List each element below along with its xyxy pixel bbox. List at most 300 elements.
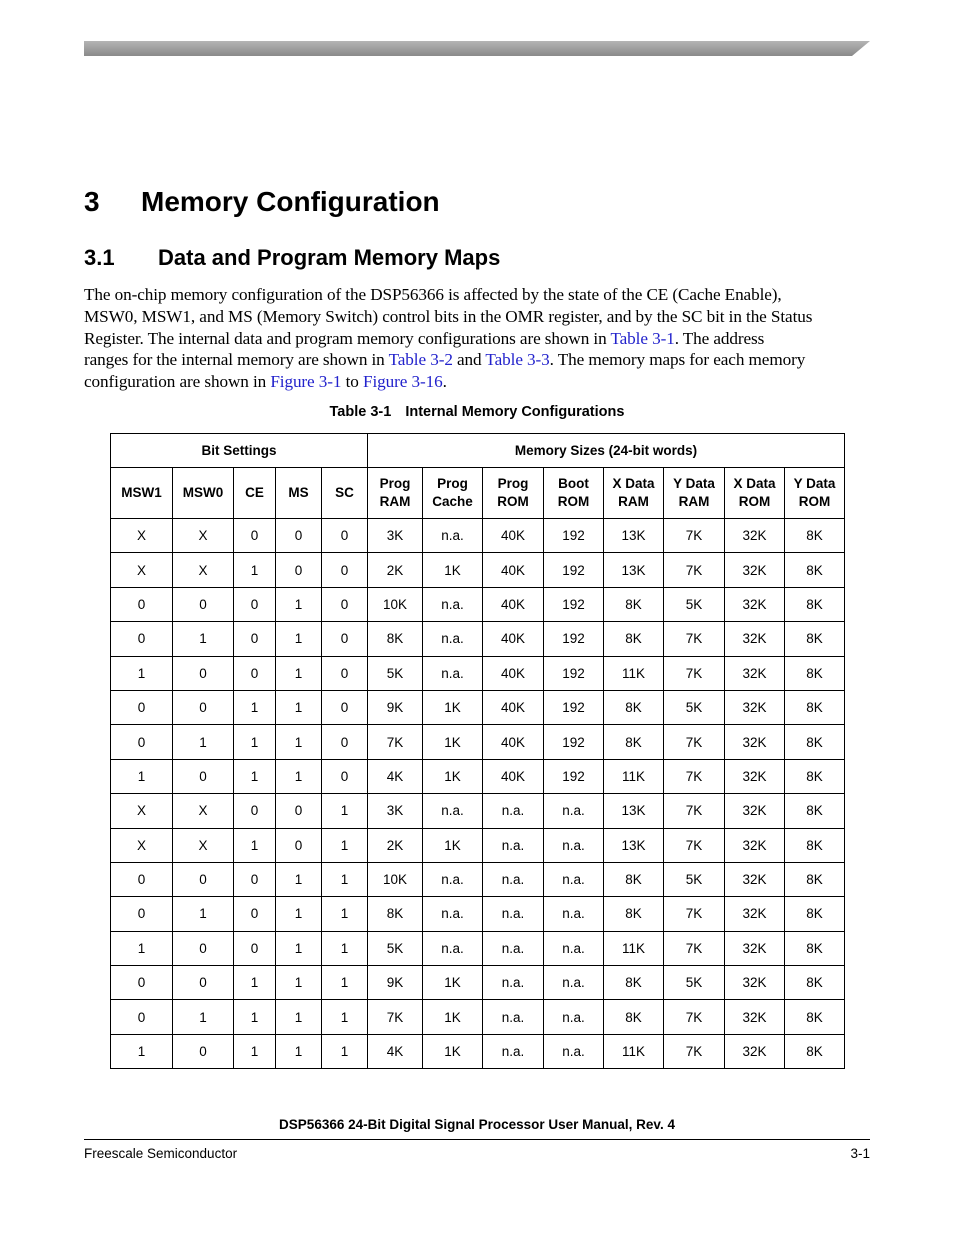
table-cell: 32K	[725, 1034, 785, 1068]
column-header	[173, 468, 234, 519]
table-cell: 192	[544, 690, 604, 724]
table-cell: 8K	[785, 587, 845, 621]
paragraph-line	[84, 328, 870, 350]
column-header-label: SC	[335, 485, 354, 500]
table-cell: 0	[234, 622, 276, 656]
table-row	[111, 794, 845, 828]
table-cell: n.a.	[544, 794, 604, 828]
table-row	[111, 622, 845, 656]
cross-reference-link[interactable]: Table 3-2	[388, 350, 453, 370]
table-row	[111, 828, 845, 862]
table-cell: 1	[234, 966, 276, 1000]
table-cell: 1	[234, 553, 276, 587]
table-cell: n.a.	[544, 966, 604, 1000]
table-body	[111, 519, 845, 1069]
memory-configuration-table	[110, 433, 845, 1069]
table-cell: 8K	[785, 690, 845, 724]
table-cell: n.a.	[423, 897, 483, 931]
table-cell: n.a.	[544, 897, 604, 931]
paragraph-line	[84, 371, 870, 393]
table-cell: 0	[322, 553, 368, 587]
chapter-number: 3	[84, 186, 100, 217]
table-column-header-row	[111, 468, 845, 519]
table-cell: 0	[234, 862, 276, 896]
table-cell: X	[173, 553, 234, 587]
table-cell: 1	[234, 1000, 276, 1034]
table-cell: 192	[544, 587, 604, 621]
table-cell: X	[111, 519, 173, 553]
table-cell: 0	[322, 622, 368, 656]
table-cell: 192	[544, 553, 604, 587]
table-cell: 1	[322, 1034, 368, 1068]
table-cell: 1K	[423, 690, 483, 724]
table-cell: 7K	[664, 1034, 725, 1068]
table-cell: n.a.	[483, 1034, 544, 1068]
table-row	[111, 759, 845, 793]
table-cell: 1K	[423, 759, 483, 793]
table-cell: 1	[173, 622, 234, 656]
table-cell: 0	[173, 690, 234, 724]
table-cell: 8K	[785, 794, 845, 828]
footer-divider	[84, 1139, 870, 1140]
table-row	[111, 587, 845, 621]
table-cell: 5K	[368, 931, 423, 965]
cross-reference-link[interactable]: Table 3-1	[610, 328, 675, 348]
table-cell: X	[111, 553, 173, 587]
table-cell: 192	[544, 519, 604, 553]
table-cell: 11K	[604, 759, 664, 793]
table-cell: 7K	[664, 656, 725, 690]
table-cell: n.a.	[423, 656, 483, 690]
table-cell: 1	[276, 622, 322, 656]
table-cell: 40K	[483, 519, 544, 553]
paragraph-line	[84, 284, 870, 306]
column-header-label: Prog	[379, 476, 411, 491]
table-cell: n.a.	[483, 794, 544, 828]
table-cell: 7K	[664, 519, 725, 553]
table-cell: 1	[173, 1000, 234, 1034]
table-cell: 0	[111, 1000, 173, 1034]
table-cell: X	[173, 794, 234, 828]
section-title-text: Data and Program Memory Maps	[158, 245, 501, 270]
table-cell: n.a.	[423, 622, 483, 656]
table-cell: n.a.	[423, 862, 483, 896]
column-header-label: Y Data	[673, 476, 715, 491]
table-cell: 0	[234, 897, 276, 931]
table-cell: 40K	[483, 656, 544, 690]
table-cell: n.a.	[544, 1000, 604, 1034]
footer-page-number: 3-1	[850, 1146, 870, 1161]
paragraph-text: . The memory maps for each memory	[549, 350, 806, 370]
column-header	[368, 468, 423, 519]
table-caption-id: Table 3-1	[329, 404, 392, 420]
table-row	[111, 553, 845, 587]
column-header-label: RAM	[618, 494, 649, 509]
table-cell: 40K	[483, 759, 544, 793]
table-row	[111, 966, 845, 1000]
table-cell: 9K	[368, 690, 423, 724]
table-cell: n.a.	[483, 862, 544, 896]
table-row	[111, 897, 845, 931]
table-cell: 32K	[725, 862, 785, 896]
paragraph-text: Register. The internal data and program memory configurations are shown in	[84, 328, 611, 348]
table-cell: 32K	[725, 587, 785, 621]
table-cell: 7K	[368, 725, 423, 759]
column-header	[111, 468, 173, 519]
table-cell: 2K	[368, 828, 423, 862]
table-cell: 7K	[664, 622, 725, 656]
paragraph-text: MSW0, MSW1, and MS (Memory Switch) control bits in the OMR register, and by the SC bit in the Status	[84, 306, 813, 326]
column-header-label: MS	[288, 485, 309, 500]
table-cell: 1	[234, 759, 276, 793]
column-header-label: ROM	[798, 494, 831, 509]
paragraph-text: . The address	[674, 328, 765, 348]
table-cell: 0	[173, 862, 234, 896]
table-cell: 0	[111, 622, 173, 656]
paragraph-text: ranges for the internal memory are shown in	[84, 350, 389, 370]
table-cell: 13K	[604, 519, 664, 553]
table-cell: 8K	[785, 622, 845, 656]
column-header-label: Cache	[432, 494, 473, 509]
header-bar-shape	[84, 41, 870, 56]
cross-reference-link[interactable]: Table 3-3	[485, 350, 550, 370]
table-cell: 32K	[725, 794, 785, 828]
paragraph-text: .	[442, 372, 447, 392]
table-cell: X	[173, 519, 234, 553]
table-cell: n.a.	[423, 931, 483, 965]
table-cell: 1	[276, 759, 322, 793]
table-row	[111, 862, 845, 896]
table-cell: 5K	[664, 862, 725, 896]
table-cell: 1	[173, 725, 234, 759]
table-cell: 13K	[604, 794, 664, 828]
column-header	[234, 468, 276, 519]
table-cell: 10K	[368, 587, 423, 621]
table-row	[111, 519, 845, 553]
header-bar	[84, 41, 870, 56]
column-header-label: MSW1	[121, 485, 162, 500]
table-cell: 1	[322, 794, 368, 828]
table-cell: 9K	[368, 966, 423, 1000]
table-cell: 0	[322, 519, 368, 553]
table-cell: 13K	[604, 828, 664, 862]
table-cell: 0	[173, 966, 234, 1000]
table-cell: 0	[234, 519, 276, 553]
table-cell: 0	[322, 759, 368, 793]
table-cell: 32K	[725, 690, 785, 724]
table-cell: 40K	[483, 553, 544, 587]
table-cell: 1	[322, 862, 368, 896]
table-cell: X	[173, 828, 234, 862]
table-cell: n.a.	[544, 931, 604, 965]
table-cell: 1K	[423, 553, 483, 587]
table-cell: n.a.	[483, 1000, 544, 1034]
table-cell: 1	[276, 656, 322, 690]
table-cell: 0	[111, 897, 173, 931]
table-cell: 192	[544, 725, 604, 759]
column-header	[544, 468, 604, 519]
table-cell: 8K	[604, 897, 664, 931]
table-cell: 8K	[785, 828, 845, 862]
column-header-label: RAM	[379, 494, 411, 509]
table-cell: 4K	[368, 759, 423, 793]
table-cell: 0	[276, 794, 322, 828]
table-cell: 8K	[785, 931, 845, 965]
table-cell: 1K	[423, 966, 483, 1000]
table-cell: 1	[322, 897, 368, 931]
chapter-title	[84, 186, 440, 218]
table-cell: 1K	[423, 1000, 483, 1034]
table-cell: 7K	[664, 828, 725, 862]
column-header-label: RAM	[678, 494, 710, 509]
table-cell: 40K	[483, 622, 544, 656]
table-cell: 40K	[483, 725, 544, 759]
column-header-label: ROM	[557, 494, 590, 509]
table-cell: 32K	[725, 622, 785, 656]
table-cell: n.a.	[423, 587, 483, 621]
table-cell: 7K	[664, 897, 725, 931]
footer-company: Freescale Semiconductor	[84, 1146, 238, 1161]
table-cell: 7K	[664, 725, 725, 759]
section-title	[84, 245, 500, 271]
column-header	[483, 468, 544, 519]
table-cell: 0	[276, 553, 322, 587]
table-cell: 0	[322, 656, 368, 690]
table-cell: 8K	[604, 622, 664, 656]
table-cell: 11K	[604, 1034, 664, 1068]
table-cell: 1K	[423, 828, 483, 862]
table-cell: 1	[111, 759, 173, 793]
table-cell: 1	[276, 897, 322, 931]
table-cell: 1	[322, 966, 368, 1000]
table-cell: 8K	[785, 1000, 845, 1034]
table-cell: 4K	[368, 1034, 423, 1068]
table-cell: 0	[173, 759, 234, 793]
table-cell: 1	[234, 690, 276, 724]
table-cell: 0	[234, 656, 276, 690]
table-cell: 8K	[785, 897, 845, 931]
table-cell: n.a.	[423, 794, 483, 828]
table-cell: 10K	[368, 862, 423, 896]
table-cell: n.a.	[483, 828, 544, 862]
column-header	[664, 468, 725, 519]
table-cell: 8K	[368, 622, 423, 656]
column-header-label: Boot	[558, 476, 589, 491]
table-cell: n.a.	[544, 828, 604, 862]
table-cell: 32K	[725, 966, 785, 1000]
table-cell: 32K	[725, 553, 785, 587]
column-header-label: CE	[245, 485, 264, 500]
table-cell: 8K	[604, 1000, 664, 1034]
table-cell: 0	[111, 966, 173, 1000]
table-cell: 0	[234, 794, 276, 828]
table-cell: 8K	[785, 1034, 845, 1068]
table-cell: 5K	[368, 656, 423, 690]
table-caption	[0, 404, 954, 420]
table-cell: 0	[276, 828, 322, 862]
table-cell: 11K	[604, 931, 664, 965]
table-cell: 1	[173, 897, 234, 931]
column-header	[725, 468, 785, 519]
table-cell: 0	[173, 931, 234, 965]
table-cell: 192	[544, 656, 604, 690]
table-cell: 32K	[725, 1000, 785, 1034]
table-cell: 32K	[725, 656, 785, 690]
table-row	[111, 656, 845, 690]
table-cell: 0	[234, 931, 276, 965]
table-cell: 0	[322, 587, 368, 621]
table-cell: 0	[111, 587, 173, 621]
table-cell: 1	[276, 1034, 322, 1068]
table-cell: 1	[234, 725, 276, 759]
table-cell: n.a.	[423, 519, 483, 553]
table-cell: 0	[234, 587, 276, 621]
column-header-label: ROM	[738, 494, 771, 509]
column-header	[785, 468, 845, 519]
table-cell: 8K	[785, 759, 845, 793]
table-cell: 7K	[664, 794, 725, 828]
table-cell: 0	[322, 690, 368, 724]
table-row	[111, 690, 845, 724]
table-cell: 32K	[725, 519, 785, 553]
table-cell: 0	[111, 690, 173, 724]
paragraph-text: to	[341, 372, 363, 392]
footer-manual-title: DSP56366 24-Bit Digital Signal Processor User Manual, Rev. 4	[279, 1117, 675, 1132]
column-header	[423, 468, 483, 519]
table-cell: n.a.	[544, 862, 604, 896]
group-header-bit-settings: Bit Settings	[111, 434, 368, 468]
table-cell: 0	[173, 587, 234, 621]
table-cell: 1	[276, 966, 322, 1000]
table-cell: 0	[111, 725, 173, 759]
column-header-label: Prog	[497, 476, 529, 491]
table-cell: 32K	[725, 828, 785, 862]
table-cell: 0	[111, 862, 173, 896]
table-cell: 3K	[368, 794, 423, 828]
table-cell: 8K	[604, 690, 664, 724]
table-row	[111, 1000, 845, 1034]
paragraph-text: The on-chip memory configuration of the DSP56366 is affected by the state of the CE (Cache Enable),	[84, 285, 782, 304]
table-cell: 8K	[785, 656, 845, 690]
cross-reference-link[interactable]: Figure 3-16	[362, 372, 443, 392]
table-cell: 40K	[483, 587, 544, 621]
table-cell: 8K	[785, 519, 845, 553]
table-cell: 8K	[785, 553, 845, 587]
table-cell: X	[111, 794, 173, 828]
paragraph-text: and	[452, 350, 486, 370]
table-cell: n.a.	[483, 931, 544, 965]
table-cell: 0	[173, 656, 234, 690]
table-cell: 32K	[725, 897, 785, 931]
table-cell: 8K	[785, 966, 845, 1000]
intro-paragraph	[84, 284, 870, 393]
table-cell: 8K	[785, 862, 845, 896]
column-header	[322, 468, 368, 519]
paragraph-line	[84, 306, 870, 328]
table-cell: n.a.	[544, 1034, 604, 1068]
table-cell: 1	[276, 1000, 322, 1034]
table-cell: 7K	[664, 759, 725, 793]
table-cell: 11K	[604, 656, 664, 690]
table-cell: 13K	[604, 553, 664, 587]
table-cell: 1	[234, 828, 276, 862]
column-header-label: ROM	[497, 494, 529, 509]
table-cell: 1	[276, 862, 322, 896]
table-row	[111, 725, 845, 759]
paragraph-line	[84, 349, 870, 371]
table-cell: 192	[544, 759, 604, 793]
column-header-label: Y Data	[793, 476, 836, 491]
table-cell: 8K	[604, 725, 664, 759]
table-cell: 0	[322, 725, 368, 759]
table-cell: 1	[111, 931, 173, 965]
table-cell: 1K	[423, 725, 483, 759]
group-header-memory-sizes: Memory Sizes (24-bit words)	[368, 434, 845, 468]
column-header-label: Prog	[437, 476, 468, 491]
table-cell: 5K	[664, 587, 725, 621]
table-caption-text: Internal Memory Configurations	[405, 404, 625, 420]
column-header	[276, 468, 322, 519]
table-cell: X	[111, 828, 173, 862]
paragraph-text: configuration are shown in	[84, 372, 271, 392]
table-cell: n.a.	[483, 897, 544, 931]
table-row	[111, 931, 845, 965]
table-cell: 192	[544, 622, 604, 656]
table-cell: 5K	[664, 690, 725, 724]
table-cell: 32K	[725, 725, 785, 759]
table-cell: 32K	[725, 759, 785, 793]
column-header-label: MSW0	[182, 485, 224, 500]
column-header-label: X Data	[733, 476, 776, 491]
table-cell: 0	[173, 1034, 234, 1068]
table-cell: 8K	[604, 587, 664, 621]
table-cell: 8K	[604, 862, 664, 896]
table-cell: n.a.	[483, 966, 544, 1000]
table-cell: 7K	[664, 553, 725, 587]
column-header	[604, 468, 664, 519]
table-cell: 3K	[368, 519, 423, 553]
table-cell: 1	[322, 931, 368, 965]
table-cell: 1	[322, 828, 368, 862]
table-group-header-row	[111, 434, 845, 468]
table-cell: 5K	[664, 966, 725, 1000]
table-row	[111, 1034, 845, 1068]
table-cell: 1	[276, 690, 322, 724]
table-cell: 0	[276, 519, 322, 553]
table-cell: 1	[322, 1000, 368, 1034]
table-cell: 1	[276, 931, 322, 965]
cross-reference-link[interactable]: Figure 3-1	[270, 372, 342, 392]
table-cell: 8K	[604, 966, 664, 1000]
chapter-title-text: Memory Configuration	[141, 186, 440, 217]
table-cell: 7K	[368, 1000, 423, 1034]
table-cell: 7K	[664, 931, 725, 965]
table-cell: 1	[276, 725, 322, 759]
table-cell: 40K	[483, 690, 544, 724]
table-cell: 32K	[725, 931, 785, 965]
table-cell: 1K	[423, 1034, 483, 1068]
table-cell: 8K	[368, 897, 423, 931]
table-cell: 7K	[664, 1000, 725, 1034]
table-cell: 2K	[368, 553, 423, 587]
column-header-label: X Data	[612, 476, 655, 491]
table-cell: 1	[234, 1034, 276, 1068]
table-cell: 1	[111, 1034, 173, 1068]
section-number: 3.1	[84, 245, 115, 270]
table-cell: 1	[276, 587, 322, 621]
table-cell: 8K	[785, 725, 845, 759]
table-cell: 1	[111, 656, 173, 690]
